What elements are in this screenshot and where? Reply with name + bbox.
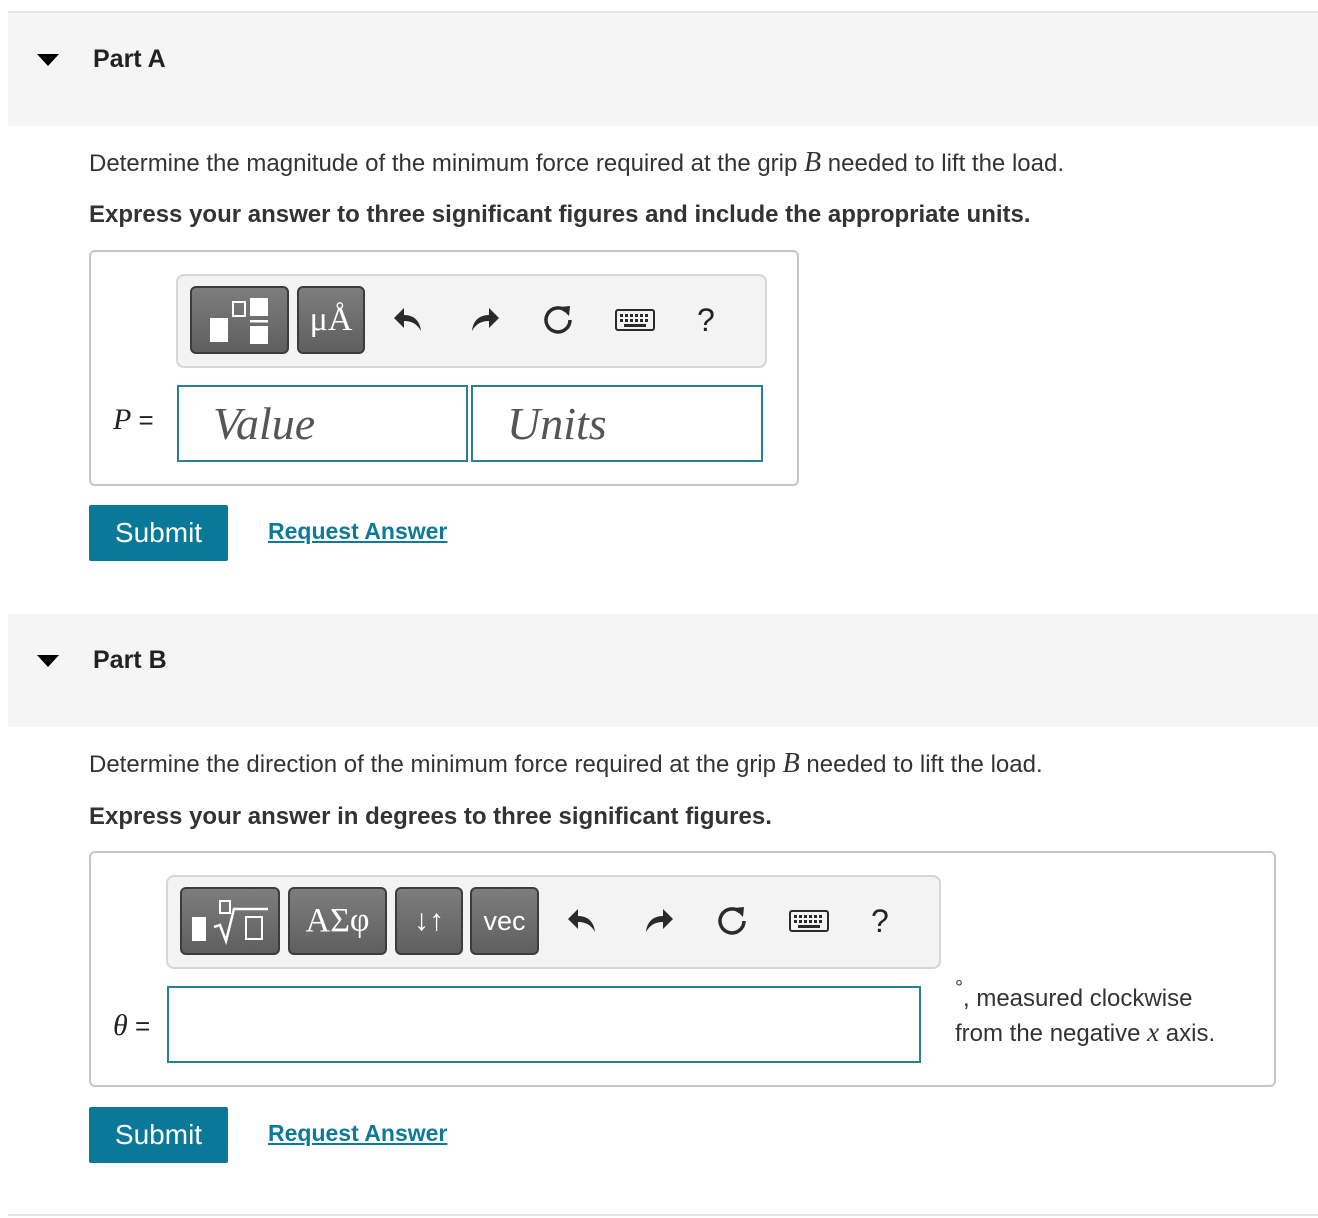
units-placeholder: Units xyxy=(507,398,607,449)
undo-icon xyxy=(566,907,598,935)
part-b-title: Part B xyxy=(93,646,167,674)
part-b-instruction: Express your answer in degrees to three significant figures. xyxy=(89,803,772,830)
prompt-text-end: needed to lift the load. xyxy=(799,751,1043,778)
prompt-text-end: needed to lift the load. xyxy=(821,150,1064,177)
suffix-line-1 xyxy=(955,977,1215,1016)
redo-button[interactable] xyxy=(465,300,505,340)
part-a-prompt xyxy=(89,147,1064,179)
units-button[interactable] xyxy=(297,286,365,354)
part-b-submit-button[interactable]: Submit xyxy=(89,1107,228,1163)
help-button[interactable]: ? xyxy=(871,903,889,939)
equals-sign: = xyxy=(131,405,154,435)
suffix-variable: x xyxy=(1147,1017,1160,1047)
units-input[interactable] xyxy=(471,385,763,462)
reset-button[interactable] xyxy=(538,300,578,340)
part-a-header[interactable] xyxy=(8,13,1318,126)
value-placeholder: Value xyxy=(213,398,316,449)
part-b-header[interactable] xyxy=(8,614,1318,727)
answer-variable: P xyxy=(113,403,132,436)
part-b-answer-box xyxy=(89,851,1276,1087)
fraction-template-icon xyxy=(208,294,272,346)
greek-letters-button[interactable] xyxy=(288,887,387,955)
reset-button[interactable] xyxy=(712,901,752,941)
part-b-math-toolbar xyxy=(166,875,941,969)
reset-icon xyxy=(540,302,576,338)
vector-icon: vec xyxy=(483,905,526,936)
prompt-variable: B xyxy=(782,748,800,779)
prompt-text: Determine the direction of the minimum force required at the grip xyxy=(89,751,783,778)
greek-letters-icon: ΑΣφ xyxy=(305,902,370,939)
sort-arrows-icon: ↓↑ xyxy=(414,904,444,937)
redo-icon xyxy=(643,907,675,935)
undo-button[interactable] xyxy=(562,901,602,941)
prompt-variable: B xyxy=(804,147,822,178)
equals-sign: = xyxy=(127,1011,151,1041)
keyboard-button[interactable] xyxy=(786,901,832,941)
units-icon: μÅ xyxy=(309,301,353,338)
redo-icon xyxy=(469,306,501,334)
vector-button[interactable] xyxy=(470,887,539,955)
suffix-text-3: axis. xyxy=(1159,1020,1216,1047)
suffix-text-2: from the negative xyxy=(955,1020,1148,1047)
undo-icon xyxy=(392,306,424,334)
part-a-math-toolbar xyxy=(176,274,767,368)
angle-input[interactable] xyxy=(167,986,921,1063)
templates-sqrt-button[interactable] xyxy=(180,887,280,955)
part-b-request-answer-link[interactable]: Request Answer xyxy=(268,1120,448,1146)
prompt-text: Determine the magnitude of the minimum force required at the grip xyxy=(89,150,805,177)
undo-button[interactable] xyxy=(388,300,428,340)
part-a-submit-button[interactable]: Submit xyxy=(89,505,228,561)
keyboard-icon xyxy=(789,910,829,932)
part-b-prompt xyxy=(89,748,1043,780)
degree-symbol: ° xyxy=(955,977,963,999)
templates-sqrt-icon xyxy=(188,897,272,945)
answer-variable: θ xyxy=(113,1009,128,1042)
suffix-text-1: , measured clockwise xyxy=(963,985,1193,1012)
theta-equals-label xyxy=(113,1009,150,1043)
reset-icon xyxy=(714,903,750,939)
fraction-template-button[interactable] xyxy=(190,286,289,354)
value-input[interactable] xyxy=(177,385,468,462)
bottom-divider xyxy=(8,1214,1318,1216)
part-a-request-answer-link[interactable]: Request Answer xyxy=(268,518,448,544)
sort-arrows-button[interactable] xyxy=(395,887,463,955)
part-a-title: Part A xyxy=(93,45,166,73)
part-a-instruction: Express your answer to three significant figures and include the appropriate units. xyxy=(89,201,1031,228)
help-button[interactable]: ? xyxy=(697,302,715,338)
collapse-caret-icon[interactable] xyxy=(37,655,59,667)
angle-suffix-text xyxy=(955,977,1216,1050)
redo-button[interactable] xyxy=(639,901,679,941)
keyboard-icon xyxy=(615,309,655,331)
suffix-line-2 xyxy=(955,1016,1215,1050)
collapse-caret-icon[interactable] xyxy=(37,54,59,66)
p-equals-label xyxy=(113,403,154,437)
part-a-answer-box xyxy=(89,250,799,486)
keyboard-button[interactable] xyxy=(612,300,658,340)
